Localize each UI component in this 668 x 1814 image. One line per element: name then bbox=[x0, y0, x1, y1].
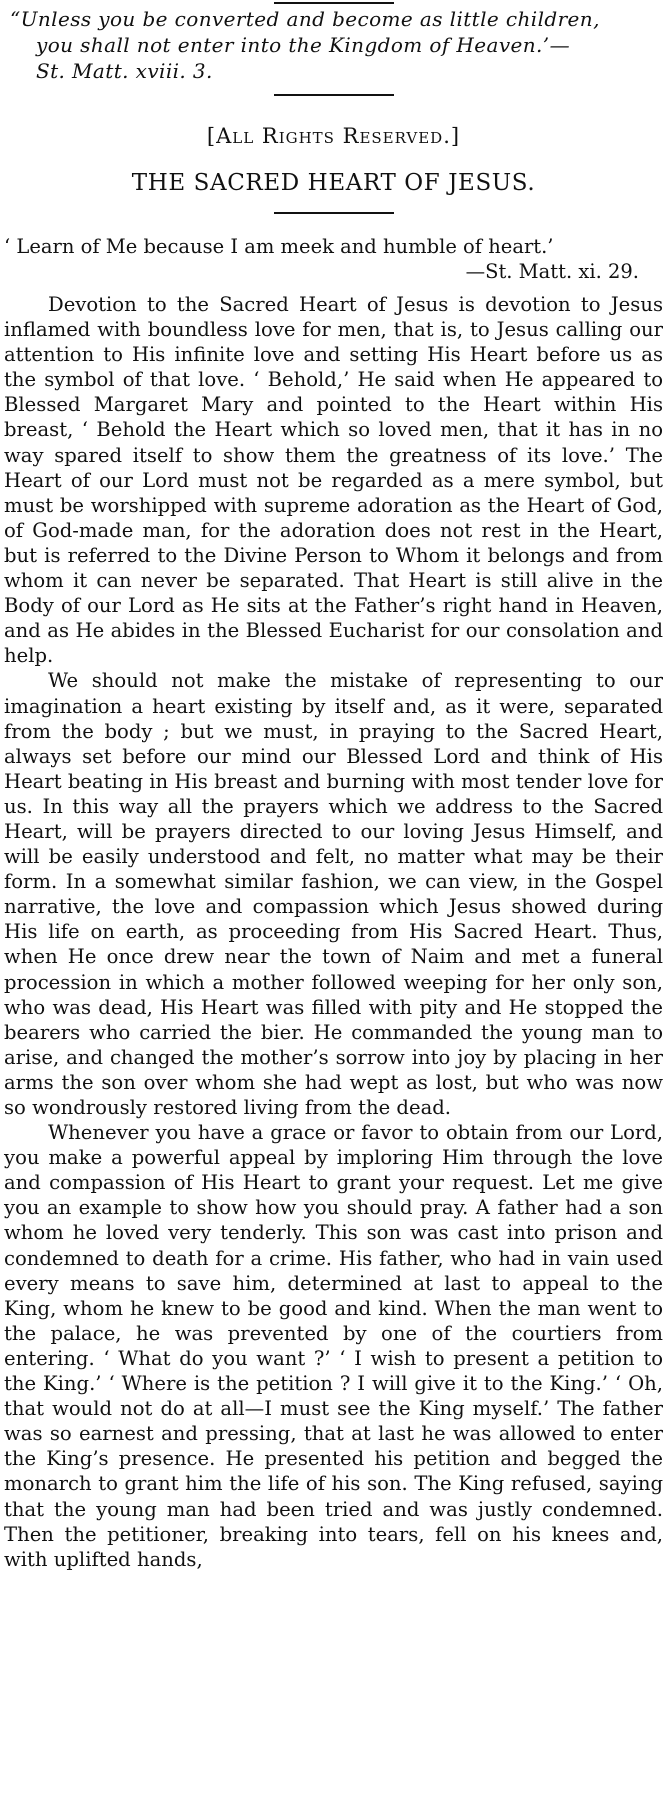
body-paragraph: We should not make the mistake of representing to our imagination a heart existing by itself and, as it were, separated from the body ; but we must, in praying to the Sacred Heart, always set before our mind our Blessed Lord and think of His Heart beating in His breast and burning with most tender love for us. In this way all the prayers which we address to the Sacred Heart, will be prayers directed to our loving Jesus Himself, and will be easily understood and felt, no matter what may be their form. In a somewhat similar fashion, we can view, in the Gospel narrative, the love and compassion which Jesus showed during His life on earth, as proceeding from His Sacred Heart. Thus, when He once drew near the town of Naim and met a funeral procession in which a mother followed weeping for her only son, who was dead, His Heart was filled with pity and He stopped the bearers who carried the bier. He commanded the young man to arise, and changed the mother’s sorrow into joy by placing in her arms the son over whom she had wept as lost, but who was now so wondrously restored living from the dead. bbox=[4, 669, 663, 1119]
article-title: THE SACRED HEART OF JESUS. bbox=[131, 170, 536, 196]
motto-citation: —St. Matt. xi. 29. bbox=[465, 260, 639, 283]
title-rule bbox=[274, 212, 394, 214]
epigraph-citation: St. Matt. xviii. 3. bbox=[36, 59, 213, 83]
motto bbox=[4, 234, 663, 284]
article-body bbox=[4, 292, 663, 1572]
motto-quote: ‘ Learn of Me because I am meek and humble of heart.’ bbox=[4, 235, 554, 258]
epigraph-line: you shall not enter into the Kingdom of Heaven.’— bbox=[36, 33, 570, 57]
body-paragraph: Devotion to the Sacred Heart of Jesus is devotion to Jesus inflamed with boundless love for men, that is, to Jesus calling our attention to His infinite love and setting His Heart before us as the symbol of that love. ‘ Behold,’ He said when He appeared to Blessed Margaret Mary and pointed to the Heart within His breast, ‘ Behold the Heart which so loved men, that it has in no way spared itself to show them the greatness of its love.’ The Heart of our Lord must not be regarded as a mere symbol, but must be worshipped with supreme adoration as the Heart of God, of God-made man, for the adoration does not rest in the Heart, but is referred to the Divine Person to Whom it belongs and from whom it can never be separated. That Heart is still alive in the Body of our Lord as He sits at the Father’s right hand in Heaven, and as He abides in the Blessed Eucharist for our consolation and help. bbox=[4, 293, 663, 668]
epigraph-line: “Unless you be converted and become as little children, bbox=[10, 7, 600, 31]
divider-rule bbox=[274, 94, 394, 96]
body-paragraph: Whenever you have a grace or favor to obtain from our Lord, you make a powerful appeal by imploring Him through the love and compassion of His Heart to grant your request. Let me give you an example to show how you should pray. A father had a son whom he loved very tenderly. This son was cast into prison and condemned to death for a crime. His father, who had in vain used every means to save him, determined at last to appeal to the King, whom he knew to be good and kind. When the man went to the palace, he was prevented by one of the courtiers from entering. ‘ What do you want ?’ ‘ I wish to present a petition to the King.’ ‘ Where is the petition ? I will give it to the King.’ ‘ Oh, that would not do at all—I must see the King myself.’ The father was so earnest and pressing, that at last he was allowed to enter the King’s presence. He presented his petition and begged the monarch to grant him the life of his son. The King refused, saying that the young man had been tried and was justly condemned. Then the petitioner, breaking into tears, fell on his knees and, with uplifted hands, bbox=[4, 1121, 663, 1571]
epigraph bbox=[10, 6, 663, 84]
rights-notice: [All Rights Reserved.] bbox=[206, 124, 461, 148]
document-page bbox=[0, 2, 668, 1814]
top-rule bbox=[274, 2, 394, 4]
